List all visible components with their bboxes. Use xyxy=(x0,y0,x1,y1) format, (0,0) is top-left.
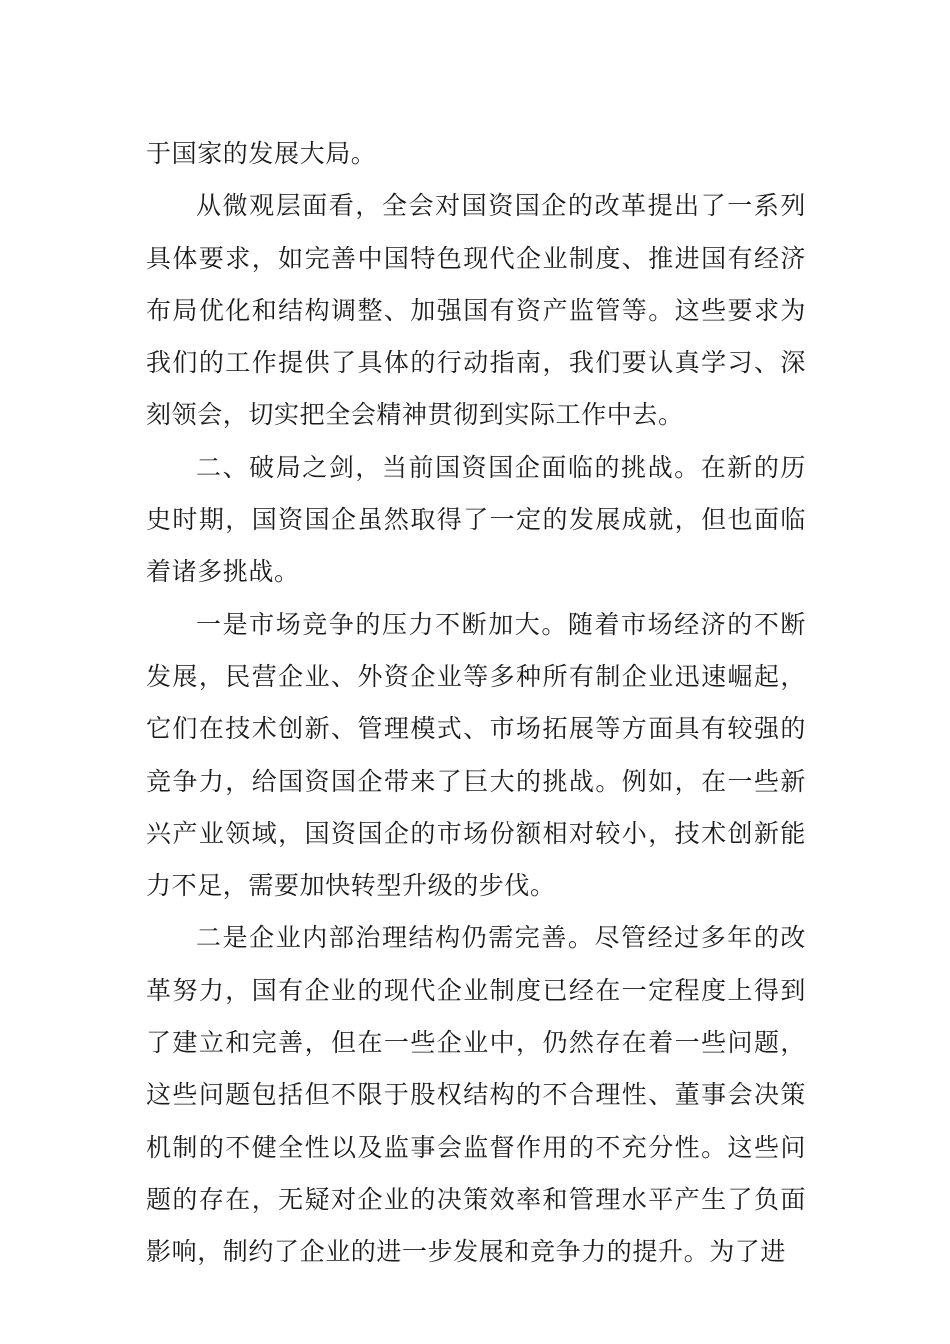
paragraph-section-two-heading: 二、破局之剑，当前国资国企面临的挑战。在新的历史时期，国资国企虽然取得了一定的发展成就，但也面临着诸多挑战。 xyxy=(146,452,806,587)
paragraph-micro-level: 从微观层面看，全会对国资国企的改革提出了一系列具体要求，如完善中国特色现代企业制度、推进国有经济布局优化和结构调整、加强国有资产监管等。这些要求为我们的工作提供了具体的行动指南，我们要认真学习、深刻领会，切实把全会精神贯彻到实际工作中去。 xyxy=(146,191,806,430)
paragraph-internal-governance: 二是企业内部治理结构仍需完善。尽管经过多年的改革努力，国有企业的现代企业制度已经在一定程度上得到了建立和完善，但在一些企业中，仍然存在着一些问题，这些问题包括但不限于股权结构的不合理性、董事会决策机制的不健全性以及监事会监督作用的不充分性。这些问题的存在，无疑对企业的决策效率和管理水平产生了负面影响，制约了企业的进一步发展和竞争力的提升。为了进 xyxy=(146,923,806,1267)
paragraph-market-competition: 一是市场竞争的压力不断加大。随着市场经济的不断发展，民营企业、外资企业等多种所有制企业迅速崛起，它们在技术创新、管理模式、市场拓展等方面具有较强的竞争力，给国资国企带来了巨大的挑战。例如，在一些新兴产业领域，国资国企的市场份额相对较小，技术创新能力不足，需要加快转型升级的步伐。 xyxy=(146,609,806,901)
paragraph-continuation: 于国家的发展大局。 xyxy=(146,139,377,168)
document-body xyxy=(146,128,806,1279)
